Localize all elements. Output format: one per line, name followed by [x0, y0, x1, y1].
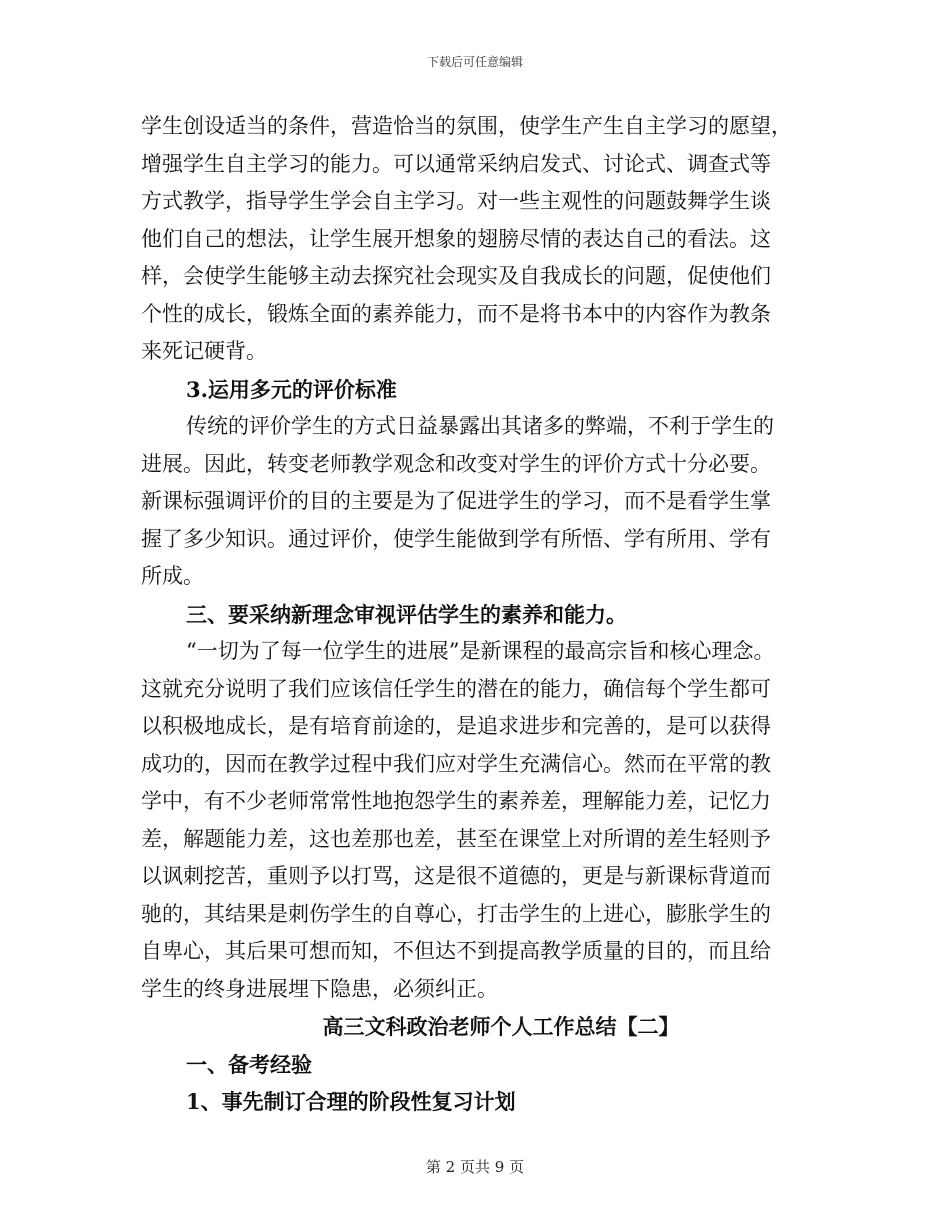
paragraph-line: 学中，有不少老师常常性地抱怨学生的素养差，理解能力差，记忆力	[141, 789, 771, 813]
paragraph-line: 成功的，因而在教学过程中我们应对学生充满信心。然而在平常的教	[141, 751, 771, 776]
paragraph-line: 驰的，其结果是刺伤学生的自尊心，打击学生的上进心，膨胀学生的	[141, 901, 771, 926]
subsection-heading: 3.运用多元的评价标准	[186, 376, 397, 402]
paragraph-line: 增强学生自主学习的能力。可以通常采纳启发式、讨论式、调查式等	[141, 151, 771, 176]
paragraph-line: 学生的终身进展埋下隐患，必须纠正。	[141, 976, 498, 1001]
page-footer: 第 2 页共 9 页	[425, 1158, 525, 1176]
section-heading: 三、要采纳新理念审视评估学生的素养和能力。	[186, 601, 627, 627]
paragraph-line: 他们自己的想法，让学生展开想象的翅膀尽情的表达自己的看法。这	[141, 226, 771, 251]
paragraph-line: 来死记硬背。	[141, 339, 267, 363]
subsection-heading: 1、事先制订合理的阶段性复习计划	[186, 1089, 516, 1114]
section-heading: 一、备考经验	[186, 1051, 312, 1077]
document-section-title: 高三文科政治老师个人工作总结【二】	[322, 1014, 680, 1039]
page-header: 下载后可任意编辑	[426, 55, 523, 69]
paragraph-line: 这就充分说明了我们应该信任学生的潜在的能力，确信每个学生都可	[141, 676, 771, 701]
paragraph-line: 以讽刺挖苦，重则予以打骂，这是很不道德的，更是与新课标背道而	[141, 864, 771, 888]
paragraph-line: 所成。	[141, 564, 204, 588]
paragraph-line: 新课标强调评价的目的主要是为了促进学生的学习，而不是看学生掌	[141, 489, 771, 513]
paragraph-line: 学生创设适当的条件，营造恰当的氛围，使学生产生自主学习的愿望，	[141, 114, 792, 138]
paragraph-line: 差，解题能力差，这也差那也差，甚至在课堂上对所谓的差生轻则予	[141, 826, 771, 851]
paragraph-line: 进展。因此，转变老师教学观念和改变对学生的评价方式十分必要。	[141, 451, 771, 476]
paragraph-line: 样，会使学生能够主动去探究社会现实及自我成长的问题，促使他们	[141, 264, 771, 288]
paragraph-line: “一切为了每一位学生的进展”是新课程的最高宗旨和核心理念。	[186, 639, 775, 663]
paragraph-line: 握了多少知识。通过评价，使学生能做到学有所悟、学有所用、学有	[141, 526, 771, 551]
page-content	[141, 108, 821, 1121]
paragraph-line: 以积极地成长，是有培育前途的，是追求进步和完善的，是可以获得	[141, 714, 771, 738]
paragraph-line: 自卑心，其后果可想而知，不但达不到提高教学质量的目的，而且给	[141, 939, 771, 963]
paragraph-line: 传统的评价学生的方式日益暴露出其诸多的弊端，不利于学生的	[186, 414, 774, 438]
paragraph-line: 个性的成长，锻炼全面的素养能力，而不是将书本中的内容作为教条	[141, 301, 771, 326]
paragraph-line: 方式教学，指导学生学会自主学习。对一些主观性的问题鼓舞学生谈	[141, 189, 771, 213]
